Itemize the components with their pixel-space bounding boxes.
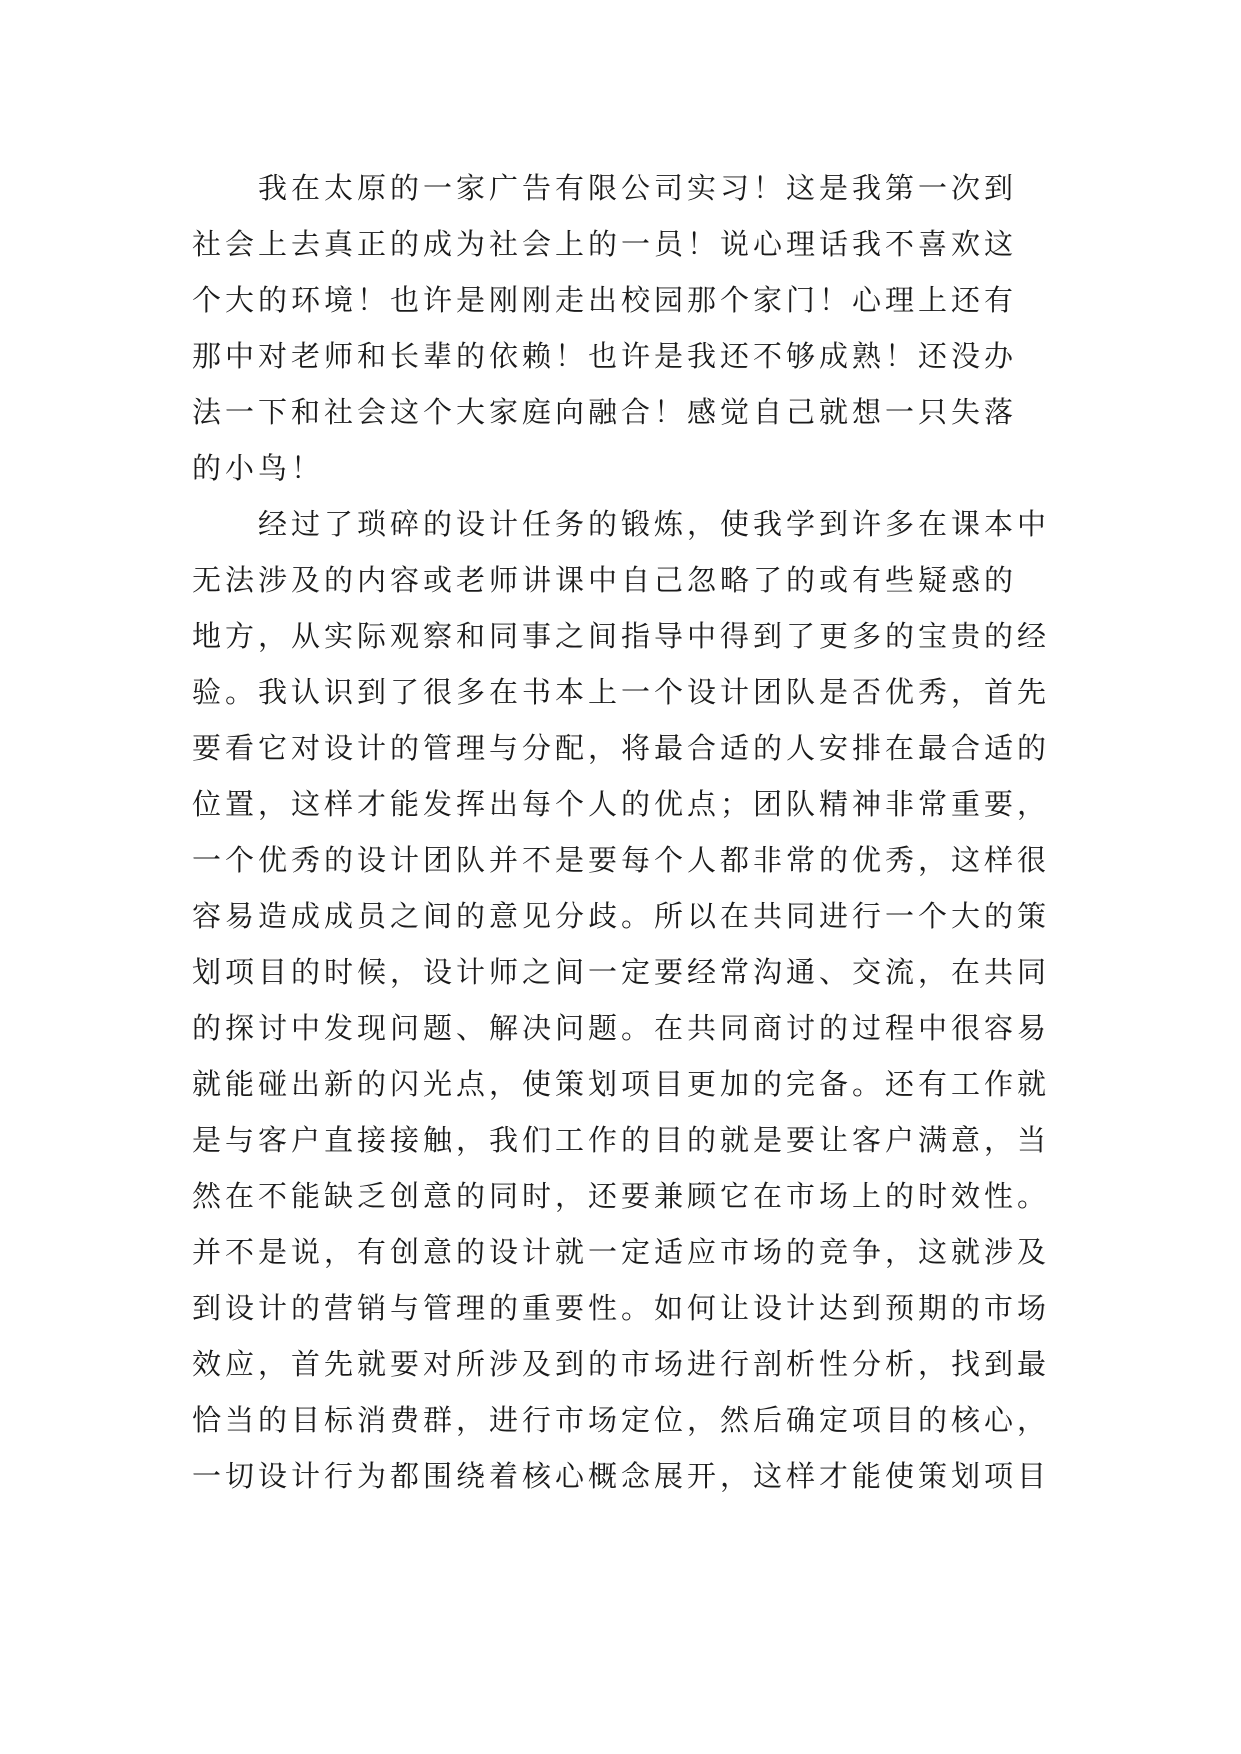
text-line: 我在太原的一家广告有限公司实习！这是我第一次到 xyxy=(258,171,1018,205)
text-line: 经过了琐碎的设计任务的锻炼，使我学到许多在课本中 xyxy=(258,507,1051,541)
text-line: 效应，首先就要对所涉及到的市场进行剖析性分析，找到最 xyxy=(192,1347,1051,1381)
text-line: 并不是说，有创意的设计就一定适应市场的竞争，这就涉及 xyxy=(192,1235,1051,1269)
text-line: 位置，这样才能发挥出每个人的优点；团队精神非常重要， xyxy=(192,787,1051,821)
text-line: 验。我认识到了很多在书本上一个设计团队是否优秀，首先 xyxy=(192,675,1051,709)
text-line: 一切设计行为都围绕着核心概念展开，这样才能使策划项目 xyxy=(192,1459,1051,1493)
text-line: 划项目的时候，设计师之间一定要经常沟通、交流，在共同 xyxy=(192,955,1051,989)
text-line: 的小鸟！ xyxy=(192,451,325,485)
text-line: 然在不能缺乏创意的同时，还要兼顾它在市场上的时效性。 xyxy=(192,1179,1051,1213)
body-text xyxy=(192,160,1072,1504)
paragraph-1 xyxy=(192,160,1072,496)
text-line: 就能碰出新的闪光点，使策划项目更加的完备。还有工作就 xyxy=(192,1067,1051,1101)
text-line: 个大的环境！也许是刚刚走出校园那个家门！心理上还有 xyxy=(192,283,1018,317)
text-line: 到设计的营销与管理的重要性。如何让设计达到预期的市场 xyxy=(192,1291,1051,1325)
text-line: 法一下和社会这个大家庭向融合！感觉自己就想一只失落 xyxy=(192,395,1018,429)
text-line: 是与客户直接接触，我们工作的目的就是要让客户满意，当 xyxy=(192,1123,1051,1157)
text-line: 的探讨中发现问题、解决问题。在共同商讨的过程中很容易 xyxy=(192,1011,1051,1045)
text-line: 一个优秀的设计团队并不是要每个人都非常的优秀，这样很 xyxy=(192,843,1051,877)
text-line: 那中对老师和长辈的依赖！也许是我还不够成熟！还没办 xyxy=(192,339,1018,373)
text-line: 要看它对设计的管理与分配，将最合适的人安排在最合适的 xyxy=(192,731,1051,765)
text-line: 地方，从实际观察和同事之间指导中得到了更多的宝贵的经 xyxy=(192,619,1051,653)
text-line: 容易造成成员之间的意见分歧。所以在共同进行一个大的策 xyxy=(192,899,1051,933)
paragraph-2 xyxy=(192,496,1072,1504)
text-line: 恰当的目标消费群，进行市场定位，然后确定项目的核心， xyxy=(192,1403,1051,1437)
text-line: 社会上去真正的成为社会上的一员！说心理话我不喜欢这 xyxy=(192,227,1018,261)
text-line: 无法涉及的内容或老师讲课中自己忽略了的或有些疑惑的 xyxy=(192,563,1018,597)
